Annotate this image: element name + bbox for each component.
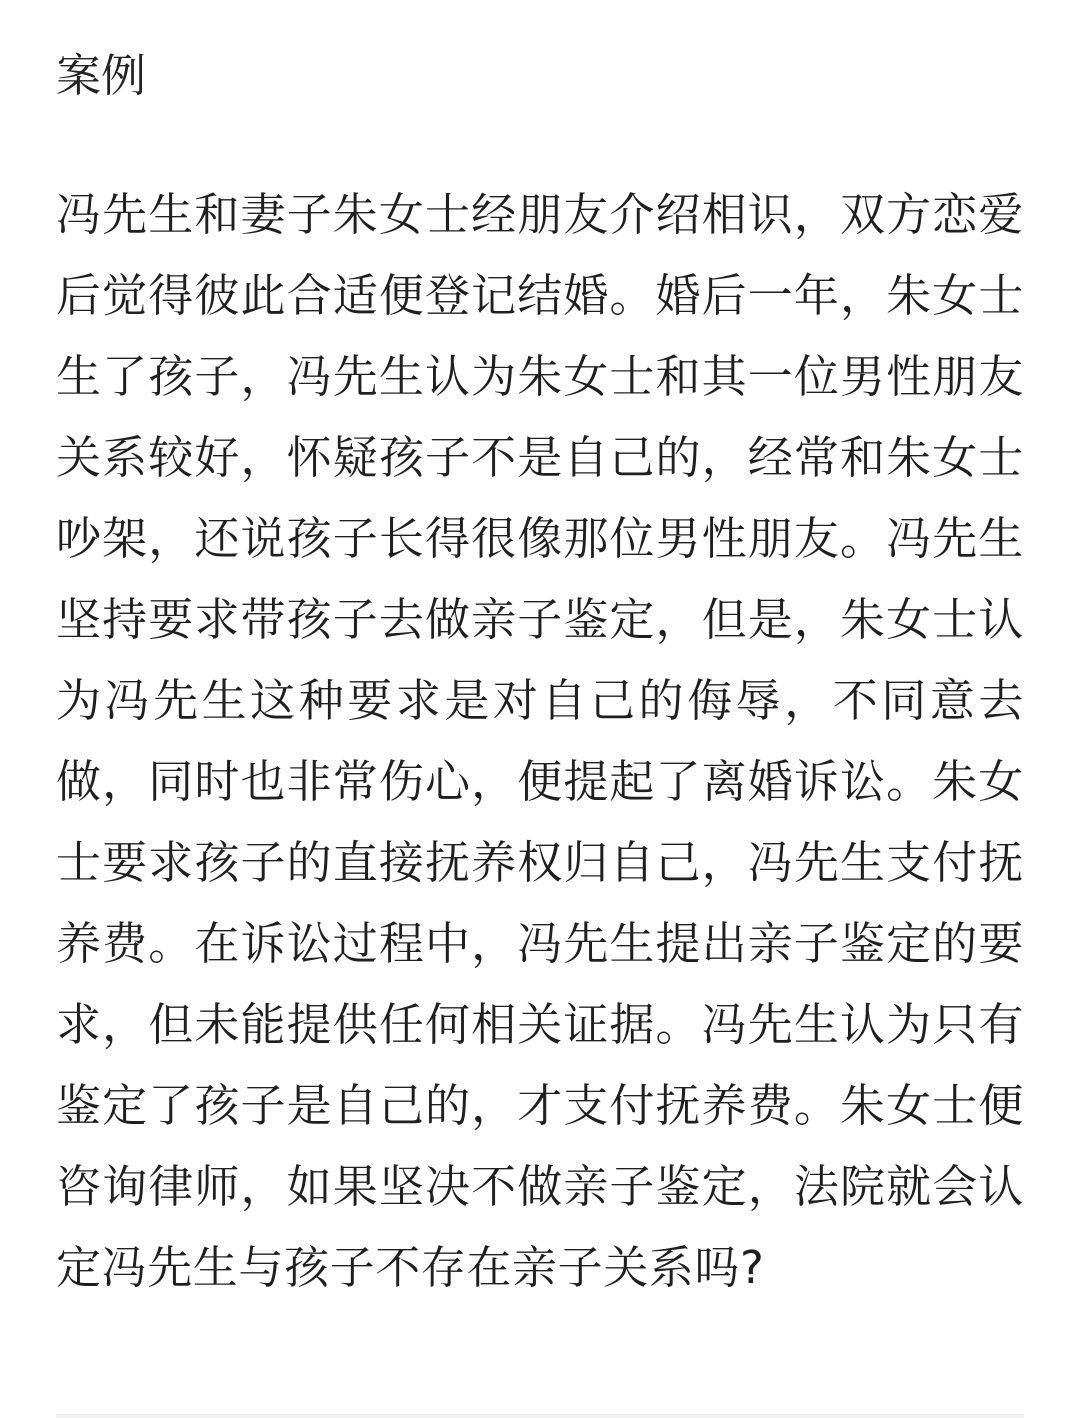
article-body: 冯先生和妻子朱女士经朋友介绍相识，双方恋爱后觉得彼此合适便登记结婚。婚后一年，朱女士生了孩子，冯先生认为朱女士和其一位男性朋友关系较好，怀疑孩子不是自己的，经常和朱女士吵架，还说孩子长得很像那位男性朋友。冯先生坚持要求带孩子去做亲子鉴定，但是，朱女士认为冯先生这种要求是对自己的侮辱，不同意去做，同时也非常伤心，便提起了离婚诉讼。朱女士要求孩子的直接抚养权归自己，冯先生支付抚养费。在诉讼过程中，冯先生提出亲子鉴定的要求，但未能提供任何相关证据。冯先生认为只有鉴定了孩子是自己的，才支付抚养费。朱女士便咨询律师，如果坚决不做亲子鉴定，法院就会认定冯先生与孩子不存在亲子关系吗? [56, 188, 1024, 1294]
article-heading: 案例 [56, 49, 147, 102]
bottom-divider [56, 1414, 1024, 1418]
article [56, 0, 1024, 1308]
